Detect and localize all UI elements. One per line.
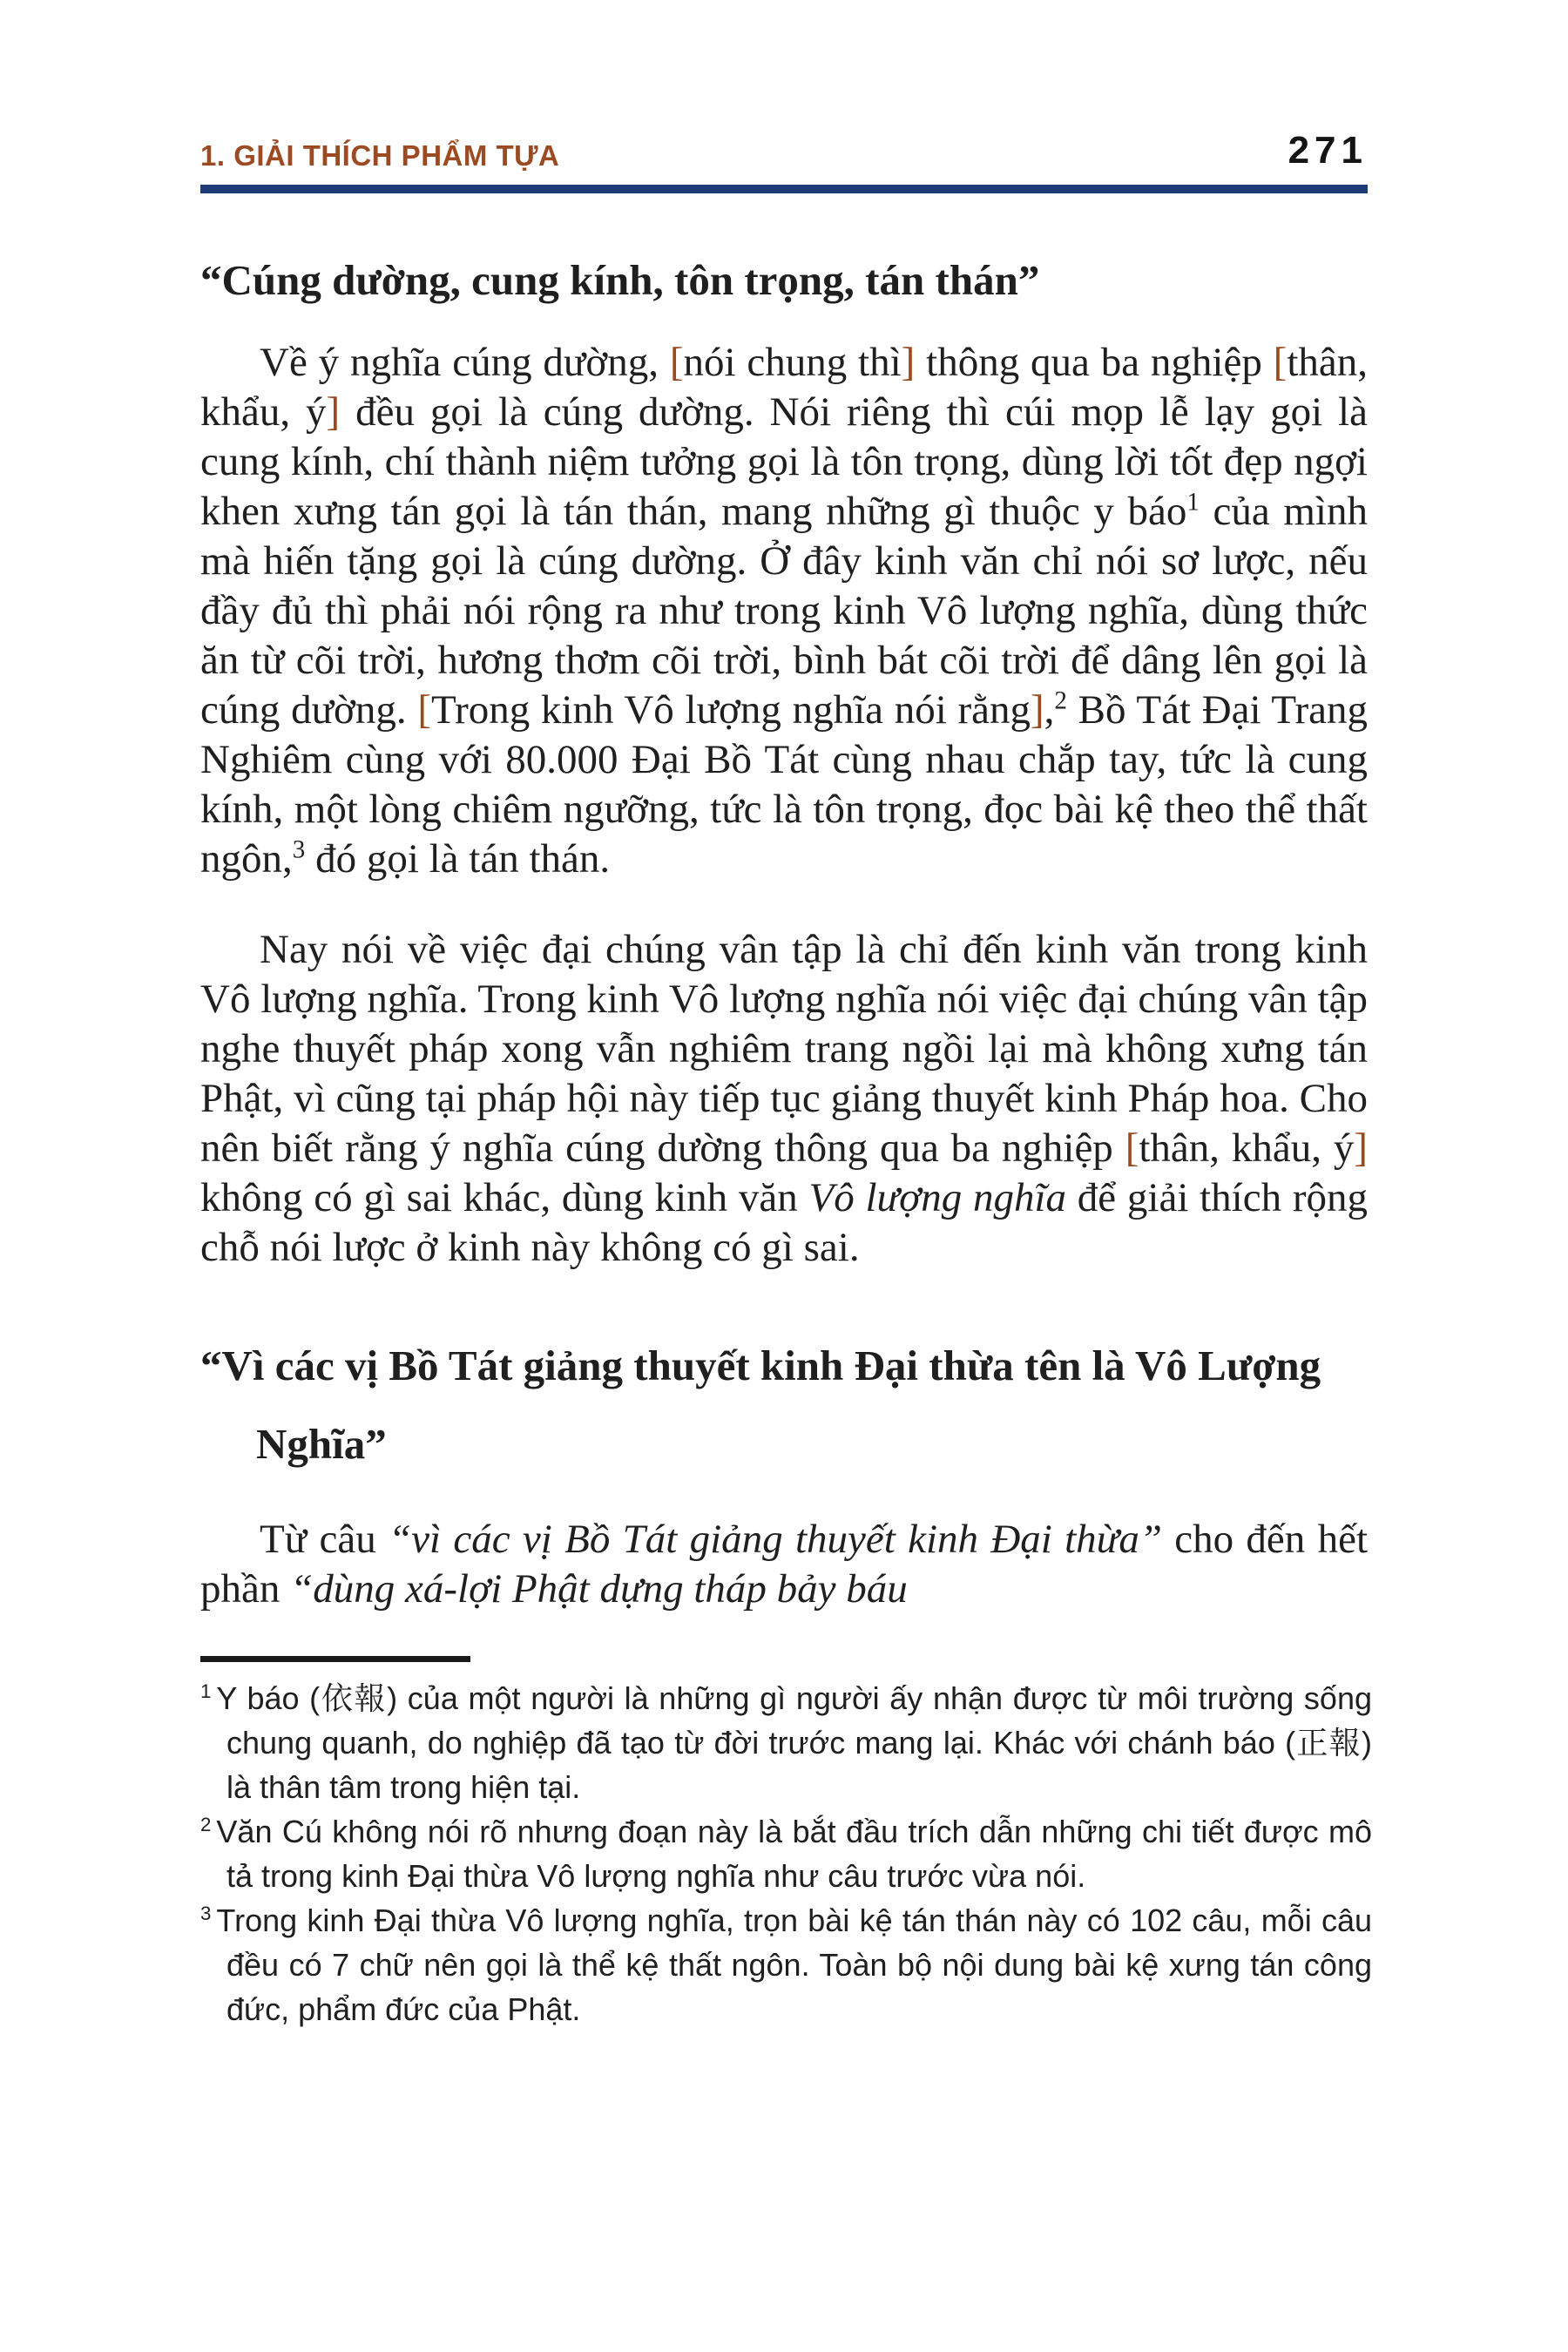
paragraph-1	[200, 338, 1368, 884]
text-segment: đều gọi là cúng dường. Nói riêng thì cúi mọp lễ lạy gọi là cung kính, chí thành niệm tưởng gọi là tôn trọng, dùng lời tốt đẹp ngợi khen xưng tán gọi là tán thán, mang những gì thuộc y báo	[200, 389, 1368, 534]
footnote-1	[200, 1676, 1372, 1809]
paragraph-2	[200, 925, 1368, 1273]
header-rule	[200, 185, 1368, 193]
footnote-reference: 3	[292, 835, 306, 864]
page-number: 271	[1288, 129, 1368, 172]
quote-heading-cung-duong: “Cúng dường, cung kính, tôn trọng, tán thán”	[200, 256, 1040, 304]
running-header	[200, 129, 1368, 172]
footnote-3	[200, 1898, 1372, 2031]
footnote-marker: 2	[200, 1814, 212, 1835]
text-segment: nói chung thì	[683, 340, 902, 385]
text-segment: để giải thích rộng chỗ nói lược ở kinh này không có gì sai.	[200, 1175, 1368, 1270]
text-segment: Văn Cú không nói rõ nhưng đoạn này là bắt đầu trích dẫn những chi tiết được mô tả trong kinh Đại thừa Vô lượng nghĩa như câu trước vừa nói.	[216, 1814, 1372, 1894]
text-segment: cho đến hết phần	[200, 1517, 1369, 1612]
text-segment: Từ câu	[260, 1517, 389, 1562]
editorial-bracket: ]	[326, 389, 341, 435]
quote-heading-vi-cac-vi-bo-tat: “Vì các vị Bồ Tát giảng thuyết kinh Đại thừa tên là Vô Lượng Nghĩa”	[200, 1342, 1321, 1468]
text-segment: Trong kinh Vô lượng nghĩa nói rằng	[431, 687, 1031, 733]
text-segment: Trong kinh Đại thừa Vô lượng nghĩa, trọn bài kệ tán thán này có 102 câu, mỗi câu đều có 7 chữ nên gọi là thể kệ thất ngôn. Toàn bộ nội dung bài kệ xưng tán công đức, phẩm đức của Phật.	[216, 1903, 1372, 2027]
editorial-bracket: [	[417, 687, 432, 733]
footnote-marker: 3	[200, 1903, 212, 1924]
text-segment: Bồ Tát Đại Trang Nghiêm cùng với 80.000 Đại Bồ Tát cùng nhau chắp tay, tức là cung kính, một lòng chiêm ngưỡng, tức là tôn trọng, đọc bài kệ theo thể thất ngôn,	[200, 687, 1368, 882]
text-segment: Nay nói về việc đại chúng vân tập là chỉ đến kinh văn trong kinh Vô lượng nghĩa. Trong kinh Vô lượng nghĩa nói việc đại chúng vân tập nghe thuyết pháp xong vẫn nghiêm trang ngồi lại mà không xưng tán Phật, vì cũng tại pháp hội này tiếp tục giảng thuyết kinh Pháp hoa. Cho nên biết rằng ý nghĩa cúng dường thông qua ba nghiệp	[200, 927, 1368, 1171]
footnote-reference: 2	[1054, 686, 1067, 715]
paragraph-3	[200, 1515, 1368, 1614]
footnote-separator	[200, 1656, 470, 1662]
text-segment: Về ý nghĩa cúng dường,	[260, 340, 670, 385]
page-content	[200, 129, 1372, 2031]
footnotes	[200, 1676, 1372, 2031]
text-segment: đó gọi là tán thán.	[305, 836, 611, 882]
footnote-marker: 1	[200, 1680, 212, 1702]
text-segment: Y báo (依報) của một người là những gì người ấy nhận được từ môi trường sống chung quanh, do nghiệp đã tạo từ đời trước mang lại. Khác với chánh báo (正報) là thân tâm trong hiện tại.	[216, 1680, 1372, 1805]
editorial-bracket: [	[1125, 1125, 1139, 1171]
text-segment: thân, khẩu, ý	[200, 340, 1368, 435]
editorial-bracket: [	[669, 340, 684, 385]
text-segment: thân, khẩu, ý	[1139, 1125, 1355, 1171]
text-segment: thông qua ba nghiệp	[915, 340, 1274, 385]
editorial-bracket: ]	[1030, 687, 1044, 733]
italic-text: “vì các vị Bồ Tát giảng thuyết kinh Đại thừa”	[389, 1517, 1162, 1562]
text-segment: của mình mà hiến tặng gọi là cúng dường. Ở đây kinh văn chỉ nói sơ lược, nếu đầy đủ thì phải nói rộng ra như trong kinh Vô lượng nghĩa, dùng thức ăn từ cõi trời, hương thơm cõi trời, bình bát cõi trời để dâng lên gọi là cúng dường.	[200, 489, 1368, 733]
footnote-2	[200, 1809, 1372, 1898]
italic-text: “dùng xá-lợi Phật dựng tháp bảy báu	[290, 1566, 908, 1612]
section-title: 1. GIẢI THÍCH PHẨM TỰA	[200, 139, 560, 172]
italic-text: Vô lượng nghĩa	[808, 1175, 1067, 1220]
editorial-bracket: ]	[901, 340, 916, 385]
footnote-reference: 1	[1186, 488, 1200, 517]
text-segment: không có gì sai khác, dùng kinh văn	[200, 1175, 809, 1220]
editorial-bracket: [	[1273, 340, 1288, 385]
text-segment: ,	[1044, 687, 1055, 733]
editorial-bracket: ]	[1354, 1125, 1369, 1171]
